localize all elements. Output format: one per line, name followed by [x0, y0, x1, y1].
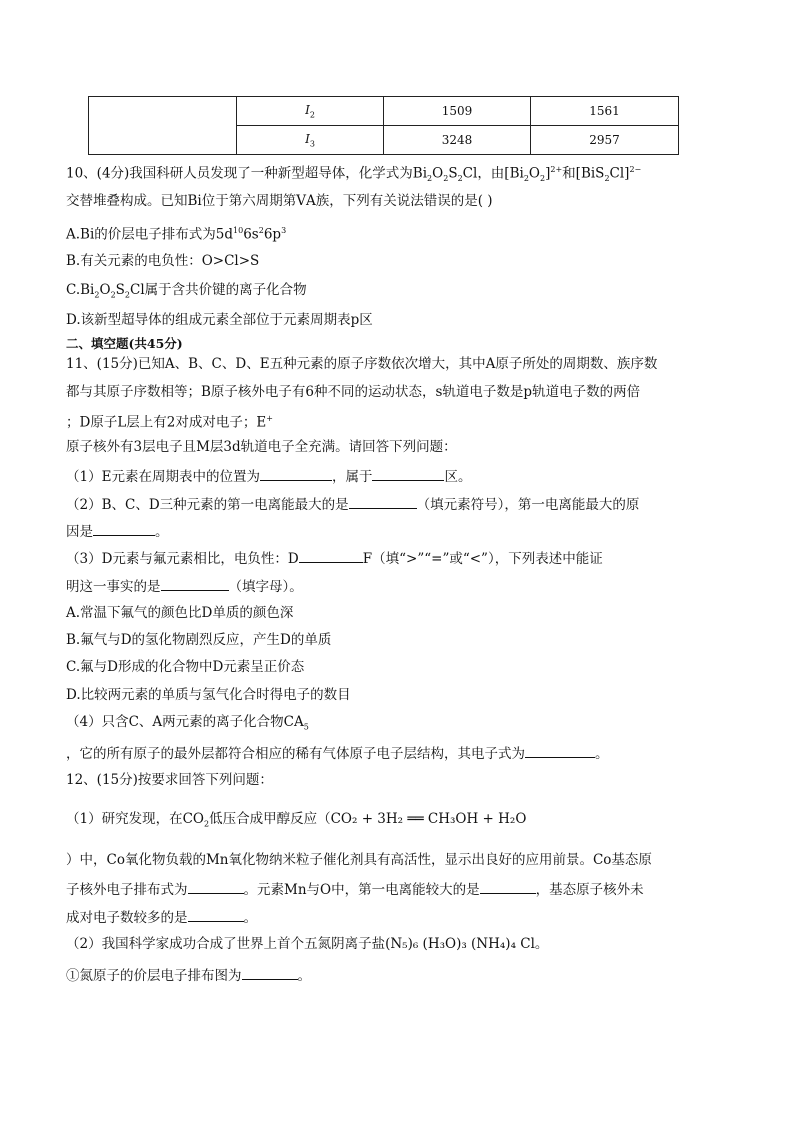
q10-option-d: D.该新型超导体的组成元素全部位于元素周期表p区 — [66, 312, 373, 328]
table-cell-value: 2957 — [531, 126, 679, 155]
salt-formula: (N₅)₆ (H₃O)₃ (NH₄)₄ Cl。 — [385, 936, 549, 952]
q11-line2: 都与其原子序数相等；B原子核外电子有6种不同的运动状态，s轨道电子数是p轨道电子数的两倍 — [66, 384, 641, 400]
reaction-equation: CO₂ + 3H₂ ══ CH₃OH + H₂O — [330, 811, 527, 827]
q11-line3: ；D原子L层上有2对成对电子；E+ — [66, 414, 273, 431]
q10-option-a: A.Bi的价层电子排布式为$5d^{10}6s^26p^3$ — [66, 226, 287, 243]
q11-line4: 原子核外有3层电子且M层3d轨道电子全充满。请回答下列问题： — [66, 439, 457, 455]
answer-blank[interactable] — [260, 466, 332, 481]
q12-part1: （1）研究发现，在$CO_2$低压合成甲醇反应（CO₂ + 3H₂ ══ CH₃OH + H₂O — [66, 811, 527, 829]
answer-blank[interactable] — [349, 494, 417, 509]
table-cell-value: 1509 — [384, 97, 531, 126]
q11-part1: （1）E元素在周期表中的位置为 ，属于 区。 — [66, 466, 471, 486]
table-row — [89, 97, 679, 126]
answer-blank[interactable] — [525, 743, 595, 758]
q11-line1: 11、(15分)已知A、B、C、D、E五种元素的原子序数依次增大，其中A原子所处的周期数、族序数 — [66, 356, 658, 372]
q11-part3: （3）D元素与氟元素相比，电负性：D F（填“>”“=”或“<”），下列表述中能证 — [66, 548, 603, 568]
table-cell-label: $I_2$ — [237, 97, 384, 126]
q11-option-a: A.常温下氟气的颜色比D单质的颜色深 — [66, 605, 294, 621]
q11-option-b: B.氟气与D的氢化物剧烈反应，产生D的单质 — [66, 632, 332, 648]
q10-stem-line1: 10、(4分)我国科研人员发现了一种新型超导体，化学式为$Bi_2O_2S_2Cl$，由$[Bi_2O_2]^{2+}$和$[BiS_2Cl]^{2-}$ — [66, 165, 642, 184]
answer-blank[interactable] — [480, 879, 536, 894]
q11-part3-cont: 明这一事实的是 （填字母）。 — [66, 576, 303, 596]
q11-part2-cont: 因是 。 — [66, 521, 169, 541]
q11-part4: （4）只含C、A两元素的离子化合物$CA_5$ — [66, 714, 309, 732]
answer-blank[interactable] — [372, 466, 444, 481]
table-cell-empty — [89, 97, 237, 155]
table-cell-label: $I_3$ — [237, 126, 384, 155]
q11-part4-cont: ，它的所有原子的最外层都符合相应的稀有气体原子电子层结构，其电子式为 。 — [66, 743, 609, 763]
q12-part2-sub1: ①氮原子的价层电子排布图为 。 — [66, 965, 311, 985]
q12-part1-cont1: ）中，Co氧化物负载的Mn氧化物纳米粒子催化剂具有高活性，显示出良好的应用前景。Co基态原 — [66, 852, 652, 868]
answer-blank[interactable] — [242, 965, 298, 980]
q12-part2: （2）我国科学家成功合成了世界上首个五氮阴离子盐(N₅)₆ (H₃O)₃ (NH₄)₄ Cl。 — [66, 936, 549, 952]
q11-option-c: C.氟与D形成的化合物中D元素呈正价态 — [66, 659, 305, 675]
q12-part1-cont2: 子核外电子排布式为 。元素Mn与O中，第一电离能较大的是 ，基态原子核外未 — [66, 879, 644, 899]
answer-blank[interactable] — [299, 548, 363, 563]
q12-part1-cont3: 成对电子数较多的是 。 — [66, 907, 257, 927]
answer-blank[interactable] — [93, 521, 155, 536]
answer-blank[interactable] — [188, 907, 244, 922]
q11-part2: （2）B、C、D三种元素的第一电离能最大的是 （填元素符号），第一电离能最大的原 — [66, 494, 639, 514]
table-cell-value: 3248 — [384, 126, 531, 155]
table-cell-value: 1561 — [531, 97, 679, 126]
q10-option-b: B.有关元素的电负性：O>Cl>S — [66, 253, 260, 269]
ionization-table — [88, 96, 679, 155]
q12-line1: 12、(15分)按要求回答下列问题： — [66, 772, 273, 788]
q11-option-d: D.比较两元素的单质与氢气化合时得电子的数目 — [66, 687, 351, 703]
answer-blank[interactable] — [161, 576, 229, 591]
answer-blank[interactable] — [188, 879, 244, 894]
section-heading: 二、填空题(共45分) — [66, 336, 183, 351]
q10-option-c: $C.Bi_2O_2S_2Cl$属于含共价键的离子化合物 — [66, 282, 307, 300]
q10-stem-line2: 交替堆叠构成。已知Bi位于第六周期第ⅤA族，下列有关说法错误的是( ) — [66, 193, 493, 209]
